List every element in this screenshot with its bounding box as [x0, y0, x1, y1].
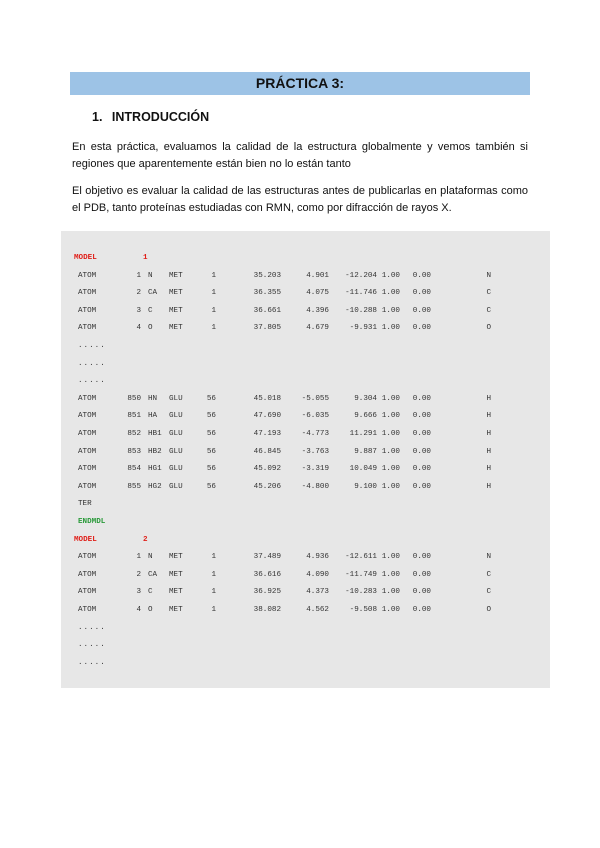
pdb-atom-field: 0.00 [412, 570, 431, 579]
pdb-atom-field: 4.679 [306, 324, 329, 333]
pdb-atom-field: 56 [206, 465, 216, 474]
pdb-ellipsis: ..... [78, 342, 106, 350]
pdb-atom-field: GLU [169, 447, 183, 456]
pdb-atom-field: ATOM [78, 289, 97, 298]
pdb-atom-field: 56 [206, 412, 216, 421]
pdb-atom-field: 0.00 [412, 394, 431, 403]
pdb-atom-field: C [148, 588, 153, 597]
pdb-atom-field: 853 [127, 447, 141, 456]
pdb-atom-field: 0.00 [412, 606, 431, 614]
pdb-atom-field: 37.805 [253, 324, 281, 333]
pdb-atom-field: 45.206 [253, 482, 281, 491]
pdb-atom-field: -5.055 [301, 394, 329, 403]
pdb-atom-field: 9.100 [354, 482, 377, 491]
pdb-atom-field: 45.092 [253, 465, 281, 474]
pdb-atom-line [61, 567, 550, 584]
pdb-atom-field: ATOM [78, 271, 97, 280]
pdb-model-number: 1 [143, 254, 148, 262]
pdb-atom-field: 1 [211, 271, 216, 280]
pdb-atom-field: 56 [206, 447, 216, 456]
pdb-atom-field: HN [148, 394, 158, 403]
pdb-atom-field: -6.035 [301, 412, 329, 421]
pdb-atom-line [61, 549, 550, 566]
pdb-atom-field: 0.00 [412, 588, 431, 597]
intro-paragraph-1: En esta práctica, evaluamos la calidad de la estructura globalmente y vemos también si regiones que aparentemente están bien no lo están tanto [72, 141, 528, 170]
pdb-atom-field: 4.901 [306, 271, 329, 280]
pdb-model-line [61, 250, 550, 267]
pdb-atom-field: 1.00 [381, 271, 400, 280]
pdb-atom-field: 1.00 [381, 289, 400, 298]
pdb-ellipsis-line [61, 655, 550, 672]
pdb-atom-field: CA [148, 289, 158, 298]
section-heading [92, 110, 209, 124]
pdb-ter-keyword: TER [78, 500, 92, 509]
pdb-atom-field: 2 [136, 570, 141, 579]
pdb-atom-field: O [486, 324, 491, 333]
pdb-atom-field: GLU [169, 412, 183, 421]
pdb-atom-field: 56 [206, 394, 216, 403]
pdb-atom-field: H [486, 447, 491, 456]
pdb-atom-field: N [148, 553, 153, 562]
pdb-atom-field: HB1 [148, 430, 162, 438]
pdb-atom-line [61, 584, 550, 601]
pdb-ellipsis-line [61, 373, 550, 390]
pdb-atom-field: -11.749 [345, 570, 377, 579]
pdb-endmdl-line [61, 514, 550, 531]
pdb-atom-field: ATOM [78, 324, 97, 333]
pdb-atom-field: 1.00 [381, 394, 400, 403]
pdb-atom-field: 9.887 [354, 447, 377, 456]
pdb-atom-field: 4.562 [306, 606, 329, 614]
pdb-atom-field: -12.611 [345, 553, 377, 562]
pdb-atom-field: 1 [211, 606, 216, 614]
pdb-atom-field: 3 [136, 306, 141, 315]
section-title: INTRODUCCIÓN [111, 110, 210, 124]
pdb-atom-field: 850 [127, 394, 141, 403]
pdb-atom-field: 35.203 [253, 271, 281, 280]
pdb-atom-field: 47.690 [253, 412, 281, 421]
pdb-atom-field: -9.508 [349, 606, 377, 614]
pdb-atom-field: 56 [206, 430, 216, 438]
pdb-atom-line [61, 444, 550, 461]
pdb-ellipsis-line [61, 356, 550, 373]
pdb-atom-field: 0.00 [412, 324, 431, 333]
pdb-atom-field: 2 [136, 289, 141, 298]
pdb-atom-field: GLU [169, 482, 183, 491]
pdb-atom-field: 4.373 [306, 588, 329, 597]
pdb-atom-field: ATOM [78, 570, 97, 579]
pdb-atom-field: GLU [169, 465, 183, 474]
pdb-atom-field: 0.00 [412, 306, 431, 315]
pdb-endmdl-keyword: ENDMDL [78, 518, 106, 526]
page-title: PRÁCTICA 3: [70, 72, 530, 95]
pdb-atom-field: C [486, 570, 491, 579]
pdb-atom-field: O [148, 606, 153, 614]
pdb-atom-field: H [486, 430, 491, 438]
pdb-atom-line [61, 461, 550, 478]
pdb-atom-field: 1 [211, 324, 216, 333]
pdb-atom-field: 0.00 [412, 482, 431, 491]
pdb-atom-field: 37.489 [253, 553, 281, 562]
pdb-atom-field: ATOM [78, 394, 97, 403]
pdb-atom-field: 4.075 [306, 289, 329, 298]
pdb-atom-field: 1.00 [381, 306, 400, 315]
pdb-atom-field: ATOM [78, 482, 97, 491]
pdb-atom-field: 0.00 [412, 430, 431, 438]
pdb-atom-field: 1 [211, 588, 216, 597]
pdb-atom-field: 36.616 [253, 570, 281, 579]
pdb-ellipsis: ..... [78, 658, 106, 667]
pdb-atom-field: H [486, 412, 491, 421]
pdb-atom-field: 1.00 [381, 412, 400, 421]
pdb-atom-field: O [148, 324, 153, 333]
pdb-atom-field: 1 [136, 271, 141, 280]
pdb-ellipsis-line [61, 620, 550, 637]
pdb-atom-field: H [486, 465, 491, 474]
pdb-atom-field: H [486, 394, 491, 403]
pdb-atom-field: 4 [136, 606, 141, 614]
pdb-atom-field: HA [148, 412, 158, 421]
pdb-atom-field: C [486, 289, 491, 298]
pdb-atom-field: 0.00 [412, 447, 431, 456]
pdb-ellipsis: ..... [78, 377, 106, 386]
pdb-atom-field: 1 [136, 553, 141, 562]
pdb-atom-field: 11.291 [349, 430, 377, 438]
pdb-atom-field: MET [169, 306, 183, 315]
pdb-atom-field: -11.746 [345, 289, 377, 298]
pdb-atom-field: 0.00 [412, 553, 431, 562]
pdb-atom-field: 1.00 [381, 570, 400, 579]
pdb-atom-field: HG1 [148, 465, 162, 474]
pdb-atom-field: -10.288 [345, 306, 377, 315]
pdb-atom-field: 46.845 [253, 447, 281, 456]
pdb-atom-field: 45.018 [253, 394, 281, 403]
pdb-atom-field: C [148, 306, 153, 315]
pdb-atom-field: 9.304 [354, 394, 377, 403]
pdb-ellipsis: ..... [78, 641, 106, 650]
pdb-atom-field: 4 [136, 324, 141, 333]
pdb-atom-field: 1.00 [381, 553, 400, 562]
pdb-atom-field: 0.00 [412, 465, 431, 474]
pdb-atom-field: 1 [211, 553, 216, 562]
pdb-atom-field: 0.00 [412, 289, 431, 298]
pdb-atom-field: -12.204 [345, 271, 377, 280]
pdb-atom-field: 36.661 [253, 306, 281, 315]
pdb-atom-line [61, 479, 550, 496]
pdb-atom-field: CA [148, 570, 158, 579]
pdb-atom-field: 3 [136, 588, 141, 597]
pdb-atom-field: 36.925 [253, 588, 281, 597]
pdb-atom-field: 4.090 [306, 570, 329, 579]
pdb-atom-field: 1.00 [381, 465, 400, 474]
pdb-atom-field: ATOM [78, 465, 97, 474]
pdb-atom-field: ATOM [78, 553, 97, 562]
pdb-atom-line [61, 320, 550, 337]
pdb-atom-field: ATOM [78, 588, 97, 597]
pdb-atom-field: -10.283 [345, 588, 377, 597]
pdb-atom-field: 38.082 [253, 606, 281, 614]
pdb-atom-field: HG2 [148, 482, 162, 491]
pdb-atom-field: N [148, 271, 153, 280]
pdb-atom-field: 851 [127, 412, 141, 421]
pdb-atom-field: N [486, 553, 491, 562]
pdb-atom-field: -3.763 [301, 447, 329, 456]
pdb-atom-field: -9.931 [349, 324, 377, 333]
pdb-atom-field: 854 [127, 465, 141, 474]
pdb-atom-field: HB2 [148, 447, 162, 456]
pdb-atom-field: -3.319 [301, 465, 329, 474]
pdb-atom-field: 1.00 [381, 588, 400, 597]
pdb-atom-field: ATOM [78, 447, 97, 456]
pdb-model-keyword: MODEL [74, 254, 97, 262]
pdb-atom-field: O [486, 606, 491, 614]
pdb-atom-field: 9.666 [354, 412, 377, 421]
pdb-atom-field: MET [169, 289, 183, 298]
pdb-atom-field: C [486, 588, 491, 597]
pdb-model-number: 2 [143, 535, 148, 544]
pdb-atom-field: 1.00 [381, 430, 400, 438]
intro-paragraph-2: El objetivo es evaluar la calidad de las estructuras antes de publicarlas en plataformas como el PDB, tanto proteínas estudiadas con RMN, como por difracción de rayos X. [72, 185, 528, 214]
pdb-atom-field: 10.049 [349, 465, 377, 474]
pdb-atom-field: H [486, 482, 491, 491]
pdb-atom-field: 1 [211, 570, 216, 579]
pdb-ter-line [61, 496, 550, 513]
pdb-atom-field: ATOM [78, 430, 97, 438]
pdb-atom-line [61, 426, 550, 443]
pdb-atom-line [61, 303, 550, 320]
pdb-ellipsis: ..... [78, 359, 106, 368]
pdb-atom-field: MET [169, 553, 183, 562]
pdb-atom-field: 855 [127, 482, 141, 491]
pdb-model-keyword: MODEL [74, 535, 97, 544]
pdb-atom-field: 1 [211, 289, 216, 298]
pdb-atom-field: 56 [206, 482, 216, 491]
pdb-atom-field: ATOM [78, 412, 97, 421]
pdb-atom-field: 47.193 [253, 430, 281, 438]
pdb-atom-field: C [486, 306, 491, 315]
pdb-atom-field: 0.00 [412, 271, 431, 280]
pdb-atom-field: 852 [127, 430, 141, 438]
pdb-atom-field: 1.00 [381, 606, 400, 614]
pdb-atom-field: 1.00 [381, 482, 400, 491]
section-number: 1. [92, 110, 103, 124]
pdb-ellipsis-line [61, 338, 550, 355]
pdb-atom-field: 1 [211, 306, 216, 315]
pdb-atom-field: MET [169, 606, 183, 614]
pdb-ellipsis-line [61, 637, 550, 654]
pdb-atom-field: 36.355 [253, 289, 281, 298]
pdb-atom-field: MET [169, 588, 183, 597]
pdb-atom-line [61, 285, 550, 302]
pdb-atom-field: -4.800 [301, 482, 329, 491]
pdb-atom-line [61, 391, 550, 408]
pdb-atom-field: GLU [169, 430, 183, 438]
pdb-atom-field: GLU [169, 394, 183, 403]
pdb-atom-field: 1.00 [381, 447, 400, 456]
pdb-atom-field: ATOM [78, 606, 97, 614]
pdb-atom-field: 1.00 [381, 324, 400, 333]
pdb-atom-field: 4.396 [306, 306, 329, 315]
pdb-atom-field: N [486, 271, 491, 280]
pdb-ellipsis: ..... [78, 623, 106, 632]
pdb-atom-field: 0.00 [412, 412, 431, 421]
pdb-atom-field: MET [169, 570, 183, 579]
pdb-code-block [61, 231, 550, 688]
pdb-atom-line [61, 602, 550, 619]
pdb-atom-line [61, 268, 550, 285]
pdb-atom-field: MET [169, 271, 183, 280]
pdb-model-line [61, 532, 550, 549]
pdb-atom-field: -4.773 [301, 430, 329, 438]
pdb-atom-field: 4.936 [306, 553, 329, 562]
pdb-atom-field: MET [169, 324, 183, 333]
pdb-atom-field: ATOM [78, 306, 97, 315]
pdb-atom-line [61, 408, 550, 425]
